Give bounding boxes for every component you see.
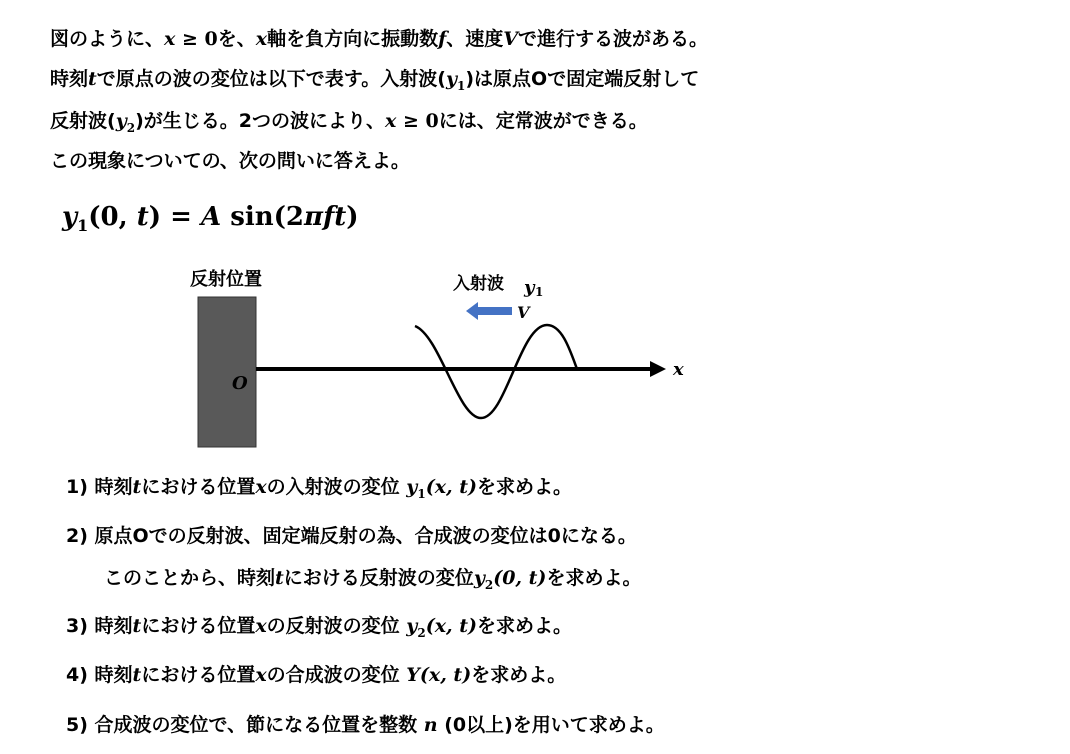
origin-label: O	[232, 373, 248, 394]
question-3: 3) 時刻tにおける位置xの反射波の変位 $y_2(x$, t)を求めよ。	[66, 615, 573, 640]
x-axis-label: x	[673, 359, 684, 380]
velocity-arrow	[466, 302, 512, 320]
velocity-label: V	[517, 303, 530, 322]
question-5: 5) 合成波の変位で、節になる位置を整数 n (0以上)を用いて求めよ。	[66, 714, 665, 736]
intro-line-3: 反射波$(y_2)$が生じる。2つの波により、x ≥ 0には、定常波ができる。	[50, 110, 648, 135]
incident-wave-subscript: 1	[535, 285, 544, 299]
question-1: 1) 時刻tにおける位置xの入射波の変位 $y_1(x$, t)を求めよ。	[66, 476, 573, 501]
incident-wave	[415, 325, 577, 418]
wave-equation: $y_1(0$, t) = A sin(2πft)	[62, 202, 359, 236]
question-2-continued: このことから、時刻tにおける反射波の変位$y_2(0$, t)を求めよ。	[104, 567, 642, 592]
intro-line-4: この現象についての、次の問いに答えよ。	[50, 150, 410, 172]
wall-label: 反射位置	[190, 269, 262, 290]
question-4: 4) 時刻tにおける位置xの合成波の変位 Y(x, t)を求めよ。	[66, 664, 567, 686]
question-2: 2) 原点Oでの反射波、固定端反射の為、合成波の変位は0になる。	[66, 525, 637, 547]
intro-line-2: 時刻tで原点の波の変位は以下で表す。入射波$(y_1)$は原点Oで固定端反射して	[50, 68, 700, 93]
reflection-wall	[198, 297, 256, 447]
incident-wave-label: 入射波	[453, 274, 504, 294]
incident-wave-symbol: y	[524, 277, 535, 298]
x-axis-arrowhead	[650, 361, 666, 377]
intro-line-1: 図のように、x ≥ 0を、x軸を負方向に振動数f、速度Vで進行する波がある。	[50, 28, 709, 50]
